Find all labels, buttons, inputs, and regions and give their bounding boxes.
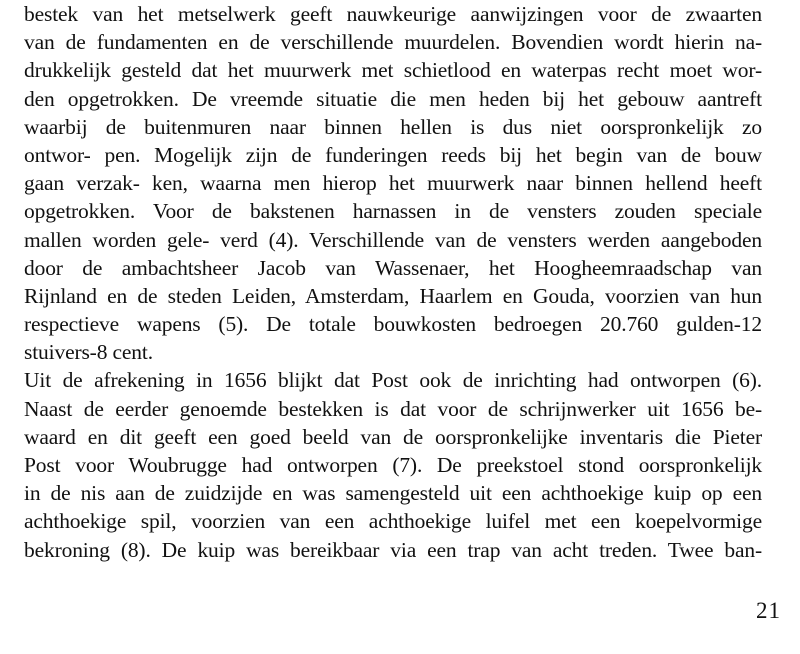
text-line: drukkelijk gesteld dat het muurwerk met schietlood en waterpas recht moet wor- xyxy=(24,58,762,83)
text-line: in de nis aan de zuidzijde en was samengesteld uit een achthoekige kuip op een xyxy=(24,481,762,506)
text-line: achthoekige spil, voorzien van een achthoekige luifel met een koepelvormige xyxy=(24,509,762,534)
page-number: 21 xyxy=(756,598,781,623)
text-line: den opgetrokken. De vreemde situatie die men heden bij het gebouw aantreft xyxy=(24,86,762,111)
text-line: gaan verzak- ken, waarna men hierop het muurwerk naar binnen hellend heeft xyxy=(24,171,762,196)
text-line: door de ambachtsheer Jacob van Wassenaer, het Hoogheemraadschap van xyxy=(24,255,762,280)
text-line: mallen worden gele- verd (4). Verschillende van de vensters werden aangeboden xyxy=(24,227,762,252)
text-line: bekroning (8). De kuip was bereikbaar via een trap van acht treden. Twee ban- xyxy=(24,537,762,562)
text-line: van de fundamenten en de verschillende muurdelen. Bovendien wordt hierin na- xyxy=(24,30,762,55)
text-line: Uit de afrekening in 1656 blijkt dat Post ook de inrichting had ontworpen (6). xyxy=(24,368,762,393)
text-line: opgetrokken. Voor de bakstenen harnassen in de vensters zouden speciale xyxy=(24,199,762,224)
text-line: respectieve wapens (5). De totale bouwkosten bedroegen 20.760 gulden-12 xyxy=(24,312,762,337)
text-line: Rijnland en de steden Leiden, Amsterdam, Haarlem en Gouda, voorzien van hun xyxy=(24,283,762,308)
text-line: stuivers-8 cent. xyxy=(24,340,153,365)
text-line: waard en dit geeft een goed beeld van de oorspronkelijke inventaris die Pieter xyxy=(24,424,762,449)
text-line: bestek van het metselwerk geeft nauwkeurige aanwijzingen voor de zwaarten xyxy=(24,2,762,26)
body-text xyxy=(24,0,762,564)
text-line: waarbij de buitenmuren naar binnen hellen is dus niet oorspronkelijk zo xyxy=(24,114,762,139)
text-line: ontwor- pen. Mogelijk zijn de funderingen reeds bij het begin van de bouw xyxy=(24,142,762,167)
text-line: Post voor Woubrugge had ontworpen (7). De preekstoel stond oorspronkelijk xyxy=(24,453,762,477)
text-line: Naast de eerder genoemde bestekken is dat voor de schrijnwerker uit 1656 be- xyxy=(24,396,762,421)
